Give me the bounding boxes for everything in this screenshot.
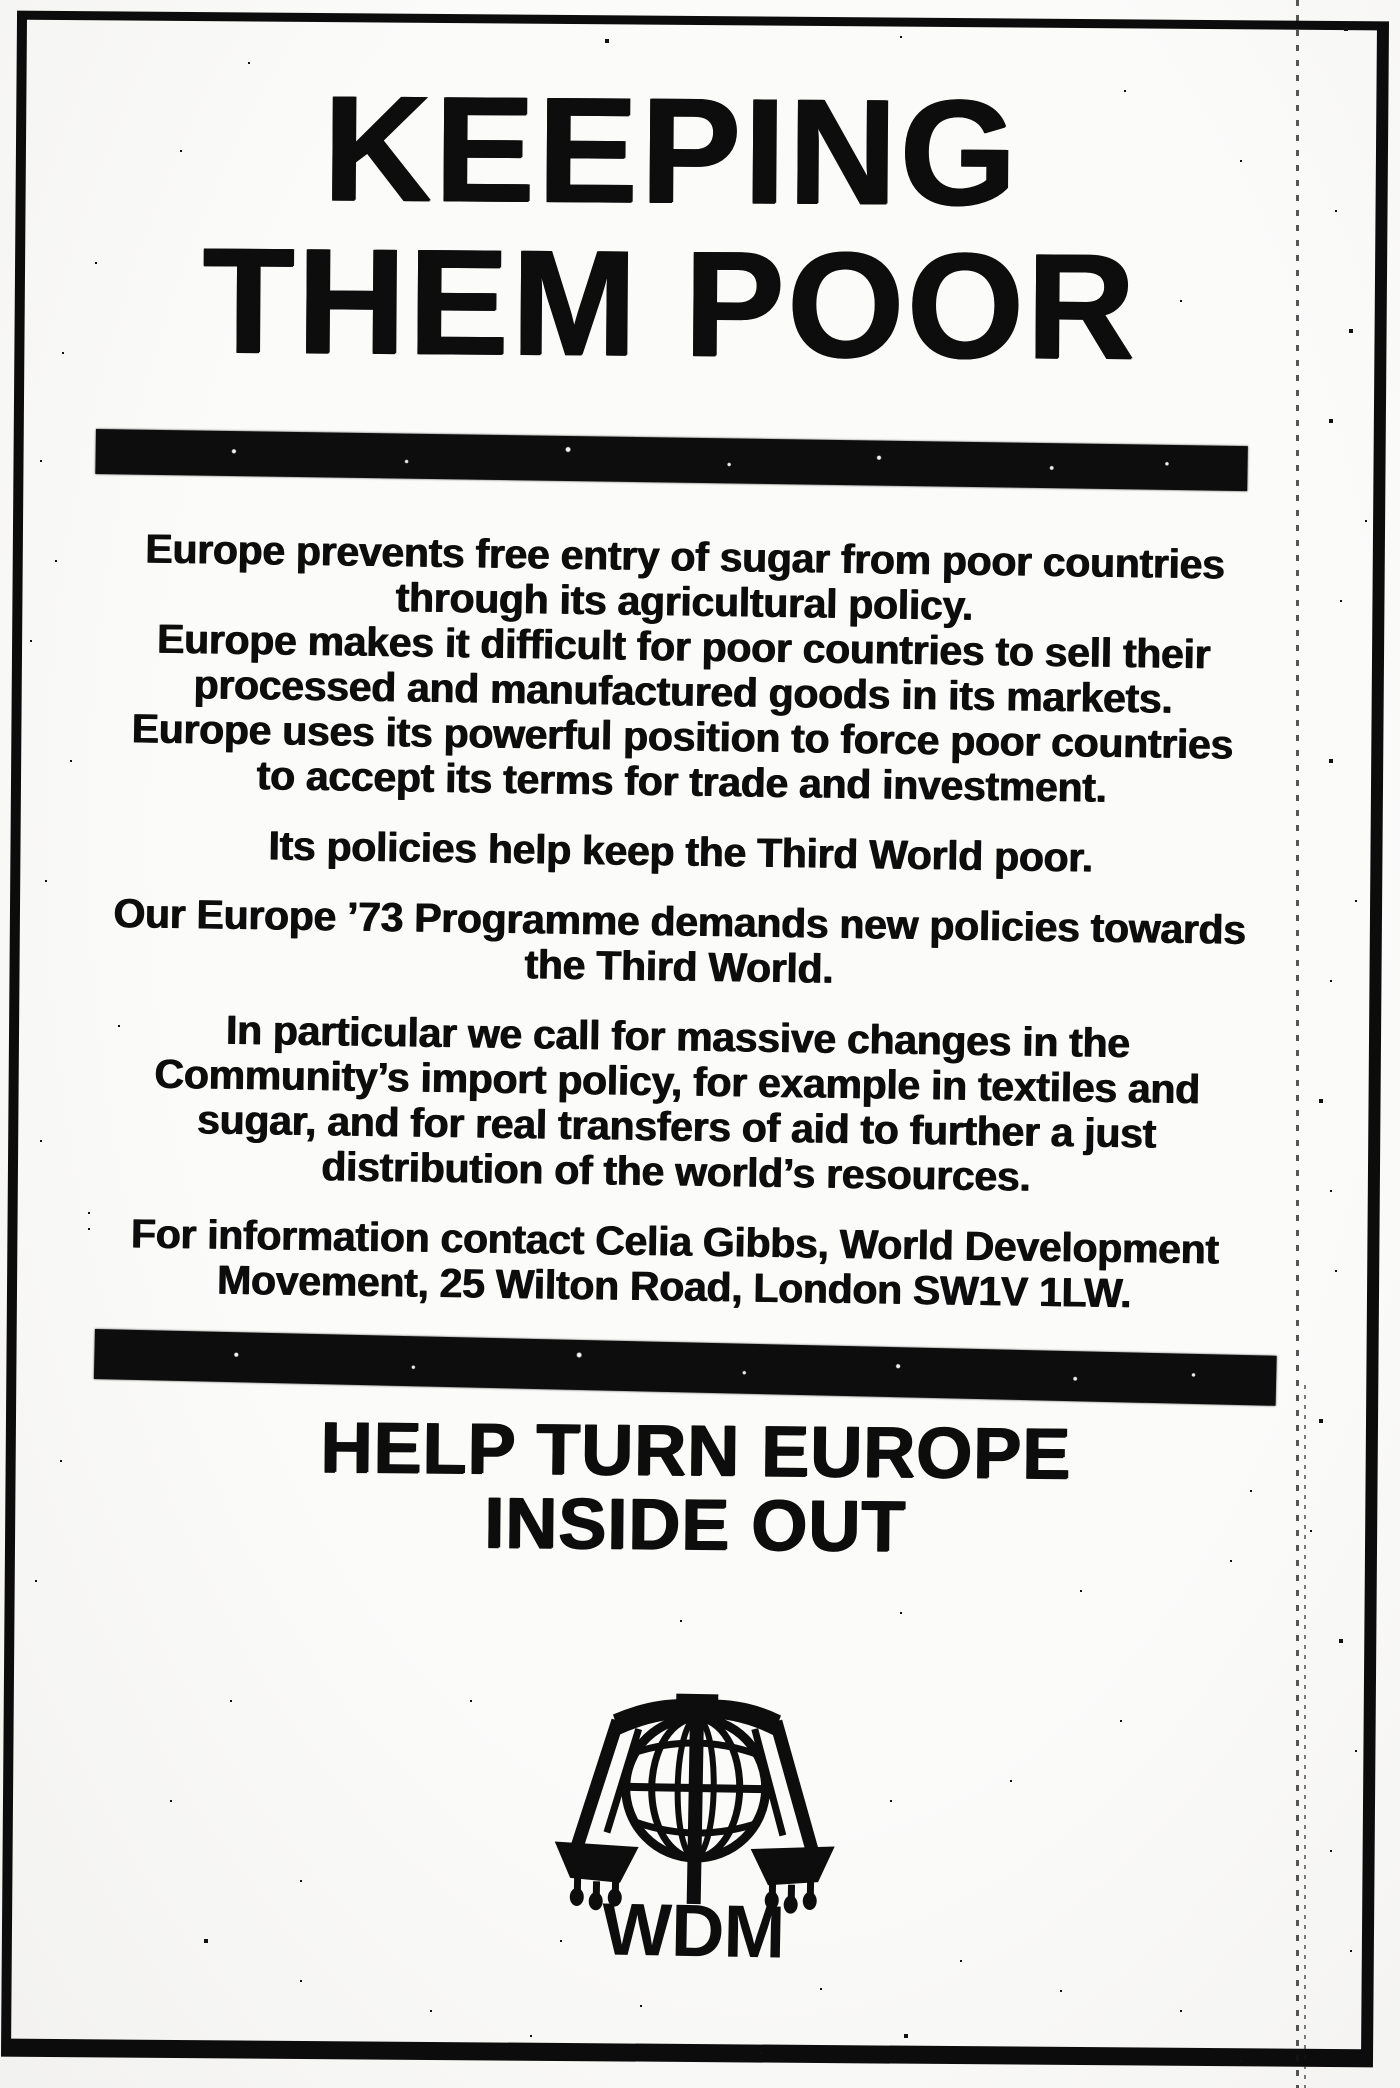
logo-wdm-text: WDM: [601, 1887, 785, 1974]
column-rule-dashed: [1296, 0, 1299, 2088]
slogan-line-1: HELP TURN EUROPE: [319, 1407, 1072, 1495]
paragraph: [144, 527, 1225, 633]
body-line: sugar, and for real transfers of aid to further a just: [196, 1096, 1156, 1157]
slogan-line-2: INSIDE OUT: [483, 1483, 907, 1567]
paragraph: [130, 1211, 1219, 1317]
body-line: distribution of the world’s resources.: [320, 1143, 1031, 1200]
body-line: Europe makes it difficult for poor countries to sell their: [156, 615, 1211, 678]
body-text: [94, 526, 1265, 1318]
body-line: Its policies help keep the Third World poor.: [267, 822, 1093, 881]
body-line: Europe uses its powerful position to force poor countries: [130, 705, 1233, 768]
paragraph: [152, 1007, 1200, 1202]
slogan: [114, 1409, 1275, 1567]
body-line: to accept its terms for trade and investment.: [255, 752, 1107, 811]
body-line: For information contact Celia Gibbs, World Development: [130, 1210, 1219, 1273]
body-line: In particular we call for massive changes in the: [225, 1006, 1130, 1067]
headline-line-1: KEEPING: [321, 63, 1020, 237]
body-line: processed and manufactured goods in its markets.: [192, 661, 1173, 722]
body-line: through its agricultural policy.: [394, 574, 973, 629]
paragraph: [112, 891, 1246, 998]
body-line: Movement, 25 Wilton Road, London SW1V 1LW.: [216, 1256, 1132, 1317]
paragraph: [130, 706, 1233, 812]
body-line: Community’s import policy, for example in textiles and: [153, 1050, 1200, 1113]
paragraph: [268, 823, 1093, 880]
scales-of-justice-globe-icon: [552, 1680, 837, 1977]
body-line: Our Europe ’73 Programme demands new policies towards: [112, 890, 1246, 953]
headline-line-2: THEM POOR: [201, 215, 1138, 391]
wdm-scales-globe-logo: [552, 1680, 837, 1977]
body-line: the Third World.: [523, 941, 834, 992]
paragraph: [156, 617, 1211, 723]
column-rule-dashed-lower: [1304, 1385, 1306, 2088]
headline: [29, 63, 1311, 391]
body-line: Europe prevents free entry of sugar from poor countries: [144, 525, 1225, 588]
